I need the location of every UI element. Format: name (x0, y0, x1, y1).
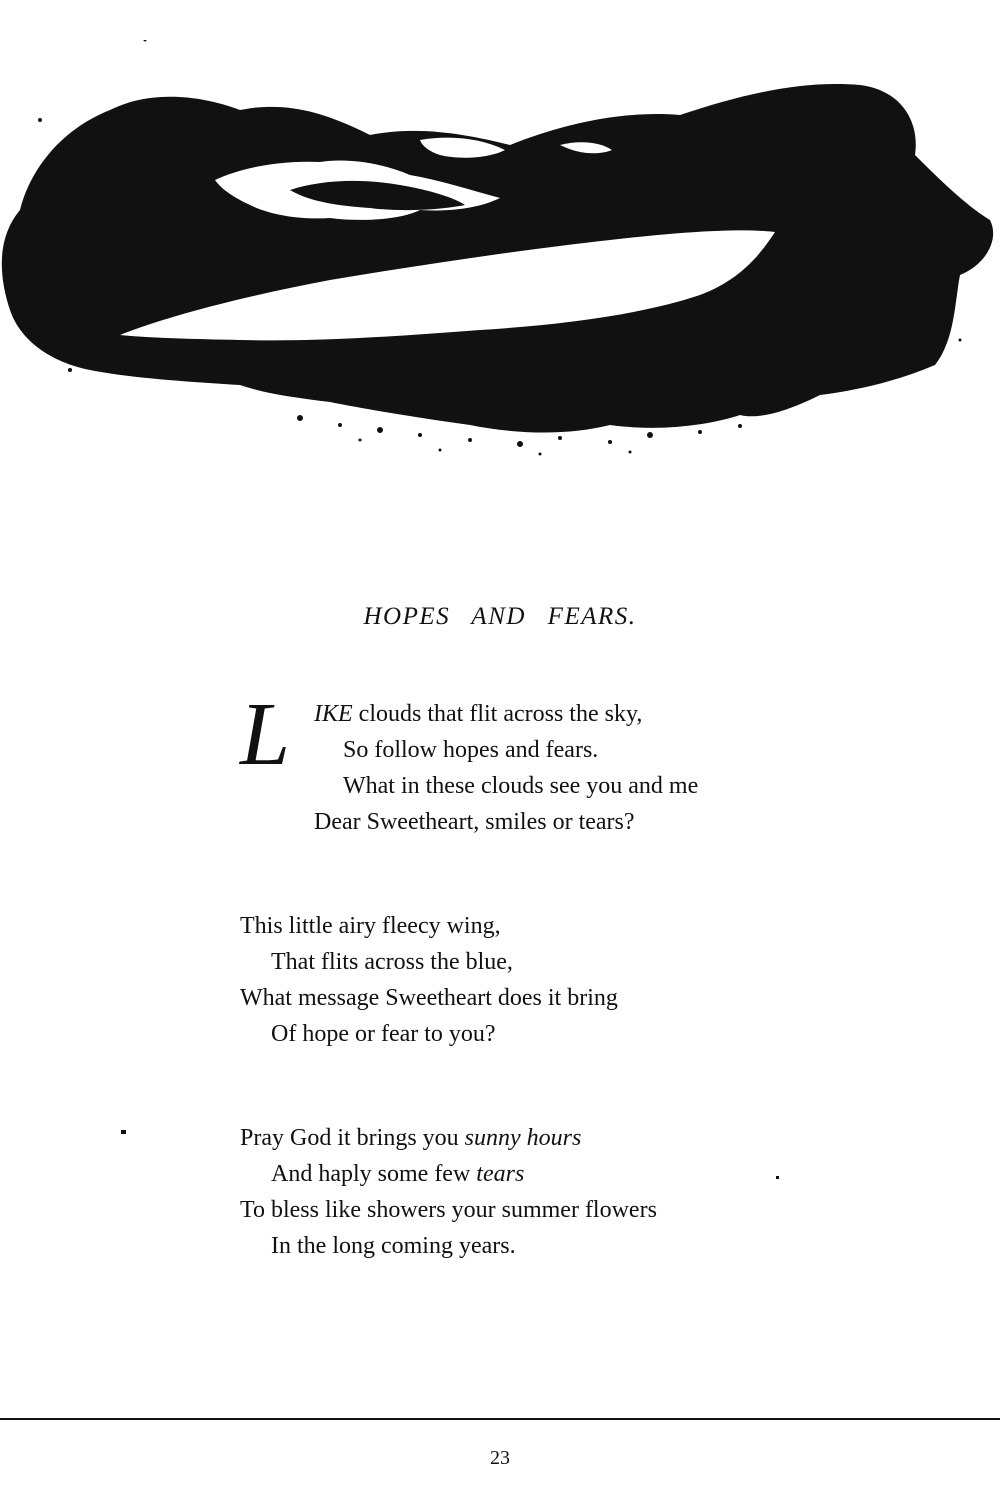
line-text: Pray God it brings you (240, 1125, 465, 1151)
stanza-2-line-4: Of hope or fear to you? (271, 1021, 496, 1047)
small-caps-word: IKE (314, 701, 353, 727)
stanza-2-line-1: This little airy fleecy wing, (240, 913, 501, 939)
line-text: clouds that flit across the sky, (352, 701, 643, 727)
line-text: And haply some few (271, 1161, 477, 1187)
stanza-1-line-2: So follow hopes and fears. (343, 737, 599, 763)
italic-phrase: sunny hours (464, 1125, 582, 1151)
page-number: 23 (490, 1447, 510, 1469)
footer-rule (0, 1418, 1000, 1420)
print-speck (121, 1130, 126, 1134)
stanza-3-line-4: In the long coming years. (271, 1233, 516, 1259)
stanza-1-line-3: What in these clouds see you and me (343, 773, 699, 799)
italic-word: tears (476, 1161, 525, 1187)
drop-cap: L (240, 685, 291, 784)
stanza-2-line-2: That flits across the blue, (271, 949, 513, 975)
print-speck (776, 1176, 779, 1179)
stanza-3-line-3: To bless like showers your summer flowers (240, 1197, 657, 1223)
stanza-2-line-3: What message Sweetheart does it bring (240, 985, 618, 1011)
stanza-3-line-1 (240, 1120, 581, 1156)
stanza-1-line-1 (314, 696, 642, 732)
cloud-illustration (0, 40, 1000, 470)
poem-title: HOPES AND FEARS. (363, 603, 637, 630)
stanza-1-line-4: Dear Sweetheart, smiles or tears? (314, 809, 635, 835)
stanza-3-line-2 (271, 1156, 524, 1192)
